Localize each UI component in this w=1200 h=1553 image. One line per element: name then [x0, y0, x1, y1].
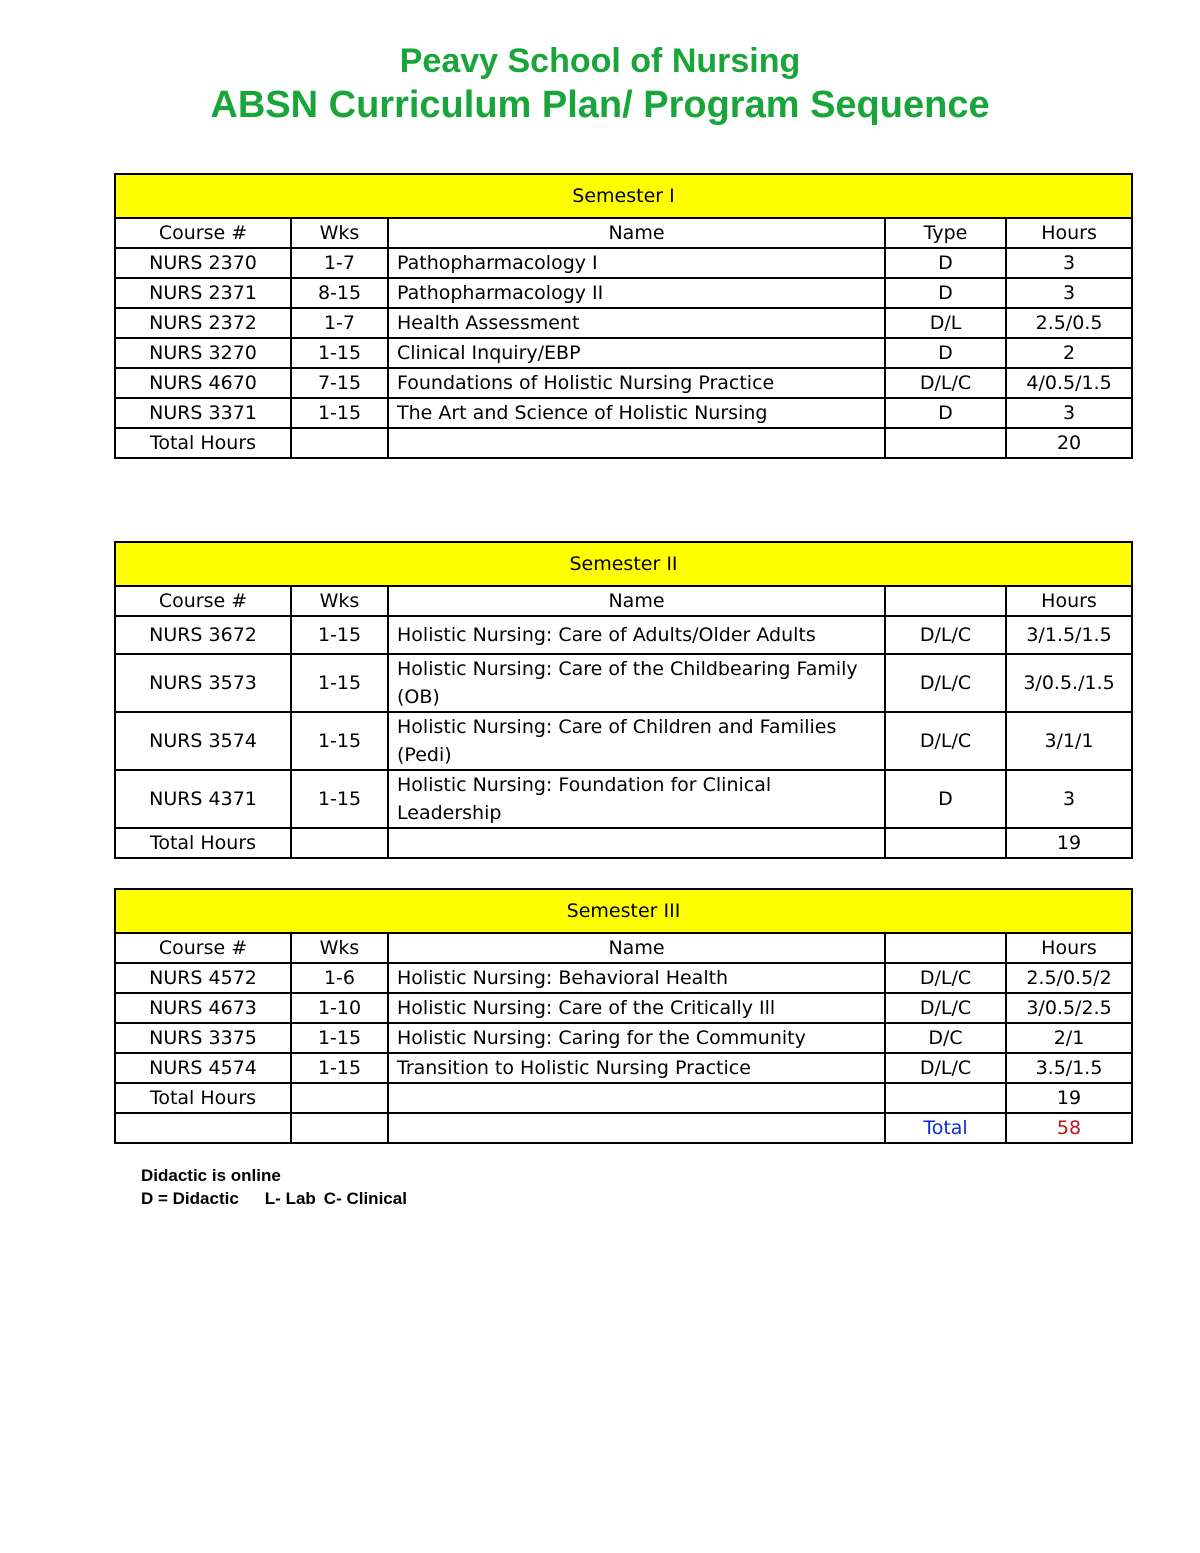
course-name: Foundations of Holistic Nursing Practice	[388, 368, 885, 398]
semester-2-table	[114, 541, 1133, 859]
table-row	[115, 398, 1132, 428]
table-row	[115, 1023, 1132, 1053]
weeks: 1-15	[291, 338, 388, 368]
course-type: D/L/C	[885, 1053, 1006, 1083]
legend-didactic: D = Didactic	[141, 1189, 239, 1208]
col-course: Course #	[115, 218, 291, 248]
grand-total-label: Total	[885, 1113, 1006, 1143]
empty-cell	[291, 828, 388, 858]
weeks: 1-15	[291, 712, 388, 770]
course-name: Clinical Inquiry/EBP	[388, 338, 885, 368]
course-hours: 4/0.5/1.5	[1006, 368, 1132, 398]
type-legend	[141, 1187, 407, 1210]
legend-clinical: C- Clinical	[323, 1189, 407, 1208]
empty-cell	[388, 428, 885, 458]
course-number: NURS 4574	[115, 1053, 291, 1083]
course-name: Holistic Nursing: Care of the Childbearing Family (OB)	[388, 654, 885, 712]
empty-cell	[291, 428, 388, 458]
weeks: 1-10	[291, 993, 388, 1023]
course-hours: 2.5/0.5/2	[1006, 963, 1132, 993]
table-row	[115, 308, 1132, 338]
col-name: Name	[388, 586, 885, 616]
course-number: NURS 2370	[115, 248, 291, 278]
course-type: D/L/C	[885, 993, 1006, 1023]
course-name: Holistic Nursing: Care of Children and Families (Pedi)	[388, 712, 885, 770]
empty-cell	[388, 1083, 885, 1113]
table-row	[115, 278, 1132, 308]
course-name: Health Assessment	[388, 308, 885, 338]
course-type: D/L	[885, 308, 1006, 338]
total-row	[115, 428, 1132, 458]
grand-total-value: 58	[1006, 1113, 1132, 1143]
empty-cell	[115, 1113, 291, 1143]
course-number: NURS 4670	[115, 368, 291, 398]
course-type: D	[885, 278, 1006, 308]
total-value: 20	[1006, 428, 1132, 458]
course-type: D	[885, 248, 1006, 278]
total-value: 19	[1006, 1083, 1132, 1113]
document-title: ABSN Curriculum Plan/ Program Sequence	[210, 84, 990, 126]
total-row	[115, 1083, 1132, 1113]
legend-notes	[141, 1164, 407, 1210]
table-row	[115, 654, 1132, 712]
course-type: D/L/C	[885, 712, 1006, 770]
table-row	[115, 712, 1132, 770]
empty-cell	[291, 1083, 388, 1113]
grand-total-row	[115, 1113, 1132, 1143]
course-number: NURS 2371	[115, 278, 291, 308]
table-row	[115, 963, 1132, 993]
table-row	[115, 338, 1132, 368]
table-row	[115, 616, 1132, 654]
course-number: NURS 3573	[115, 654, 291, 712]
course-hours: 3	[1006, 770, 1132, 828]
table-row	[115, 770, 1132, 828]
col-name: Name	[388, 218, 885, 248]
empty-cell	[885, 1083, 1006, 1113]
course-name: The Art and Science of Holistic Nursing	[388, 398, 885, 428]
semester-title: Semester III	[115, 889, 1132, 933]
table-row	[115, 368, 1132, 398]
col-course: Course #	[115, 586, 291, 616]
course-type: D	[885, 770, 1006, 828]
course-hours: 3	[1006, 248, 1132, 278]
total-value: 19	[1006, 828, 1132, 858]
course-type: D/L/C	[885, 963, 1006, 993]
course-name: Holistic Nursing: Behavioral Health	[388, 963, 885, 993]
col-wks: Wks	[291, 586, 388, 616]
course-number: NURS 4673	[115, 993, 291, 1023]
table-row	[115, 248, 1132, 278]
course-type: D/L/C	[885, 654, 1006, 712]
course-type: D/L/C	[885, 368, 1006, 398]
course-hours: 3/1/1	[1006, 712, 1132, 770]
empty-cell	[291, 1113, 388, 1143]
course-hours: 3	[1006, 278, 1132, 308]
course-number: NURS 3574	[115, 712, 291, 770]
semester-3-table	[114, 888, 1133, 1144]
course-type: D	[885, 398, 1006, 428]
col-type: Type	[885, 218, 1006, 248]
weeks: 1-15	[291, 770, 388, 828]
course-number: NURS 4572	[115, 963, 291, 993]
course-hours: 3	[1006, 398, 1132, 428]
course-name: Holistic Nursing: Care of Adults/Older Adults	[388, 616, 885, 654]
course-type: D/C	[885, 1023, 1006, 1053]
course-number: NURS 3371	[115, 398, 291, 428]
table-row	[115, 1053, 1132, 1083]
course-type: D	[885, 338, 1006, 368]
weeks: 1-15	[291, 1053, 388, 1083]
empty-cell	[885, 828, 1006, 858]
weeks: 1-15	[291, 616, 388, 654]
legend-lab: L- Lab	[264, 1189, 316, 1208]
course-hours: 2.5/0.5	[1006, 308, 1132, 338]
total-row	[115, 828, 1132, 858]
weeks: 8-15	[291, 278, 388, 308]
course-name: Holistic Nursing: Caring for the Community	[388, 1023, 885, 1053]
weeks: 7-15	[291, 368, 388, 398]
course-number: NURS 3270	[115, 338, 291, 368]
empty-cell	[885, 428, 1006, 458]
course-name: Holistic Nursing: Care of the Critically Ill	[388, 993, 885, 1023]
course-type: D/L/C	[885, 616, 1006, 654]
weeks: 1-15	[291, 398, 388, 428]
col-wks: Wks	[291, 933, 388, 963]
weeks: 1-7	[291, 248, 388, 278]
online-note: Didactic is online	[141, 1166, 281, 1185]
course-name: Pathopharmacology I	[388, 248, 885, 278]
course-name: Holistic Nursing: Foundation for Clinical Leadership	[388, 770, 885, 828]
col-hours: Hours	[1006, 218, 1132, 248]
total-label: Total Hours	[115, 1083, 291, 1113]
weeks: 1-6	[291, 963, 388, 993]
course-name: Pathopharmacology II	[388, 278, 885, 308]
total-label: Total Hours	[115, 828, 291, 858]
course-number: NURS 4371	[115, 770, 291, 828]
course-number: NURS 2372	[115, 308, 291, 338]
col-hours: Hours	[1006, 586, 1132, 616]
col-course: Course #	[115, 933, 291, 963]
course-hours: 3/0.5/2.5	[1006, 993, 1132, 1023]
empty-cell	[388, 828, 885, 858]
col-hours: Hours	[1006, 933, 1132, 963]
weeks: 1-7	[291, 308, 388, 338]
col-name: Name	[388, 933, 885, 963]
course-hours: 3/0.5./1.5	[1006, 654, 1132, 712]
table-row	[115, 993, 1132, 1023]
school-name: Peavy School of Nursing	[399, 42, 801, 80]
course-hours: 2	[1006, 338, 1132, 368]
weeks: 1-15	[291, 654, 388, 712]
semester-title: Semester II	[115, 542, 1132, 586]
col-type	[885, 586, 1006, 616]
course-hours: 2/1	[1006, 1023, 1132, 1053]
semester-title: Semester I	[115, 174, 1132, 218]
semester-1-table	[114, 173, 1133, 459]
col-type	[885, 933, 1006, 963]
col-wks: Wks	[291, 218, 388, 248]
course-hours: 3/1.5/1.5	[1006, 616, 1132, 654]
course-number: NURS 3672	[115, 616, 291, 654]
weeks: 1-15	[291, 1023, 388, 1053]
total-label: Total Hours	[115, 428, 291, 458]
course-number: NURS 3375	[115, 1023, 291, 1053]
course-name: Transition to Holistic Nursing Practice	[388, 1053, 885, 1083]
empty-cell	[388, 1113, 885, 1143]
course-hours: 3.5/1.5	[1006, 1053, 1132, 1083]
